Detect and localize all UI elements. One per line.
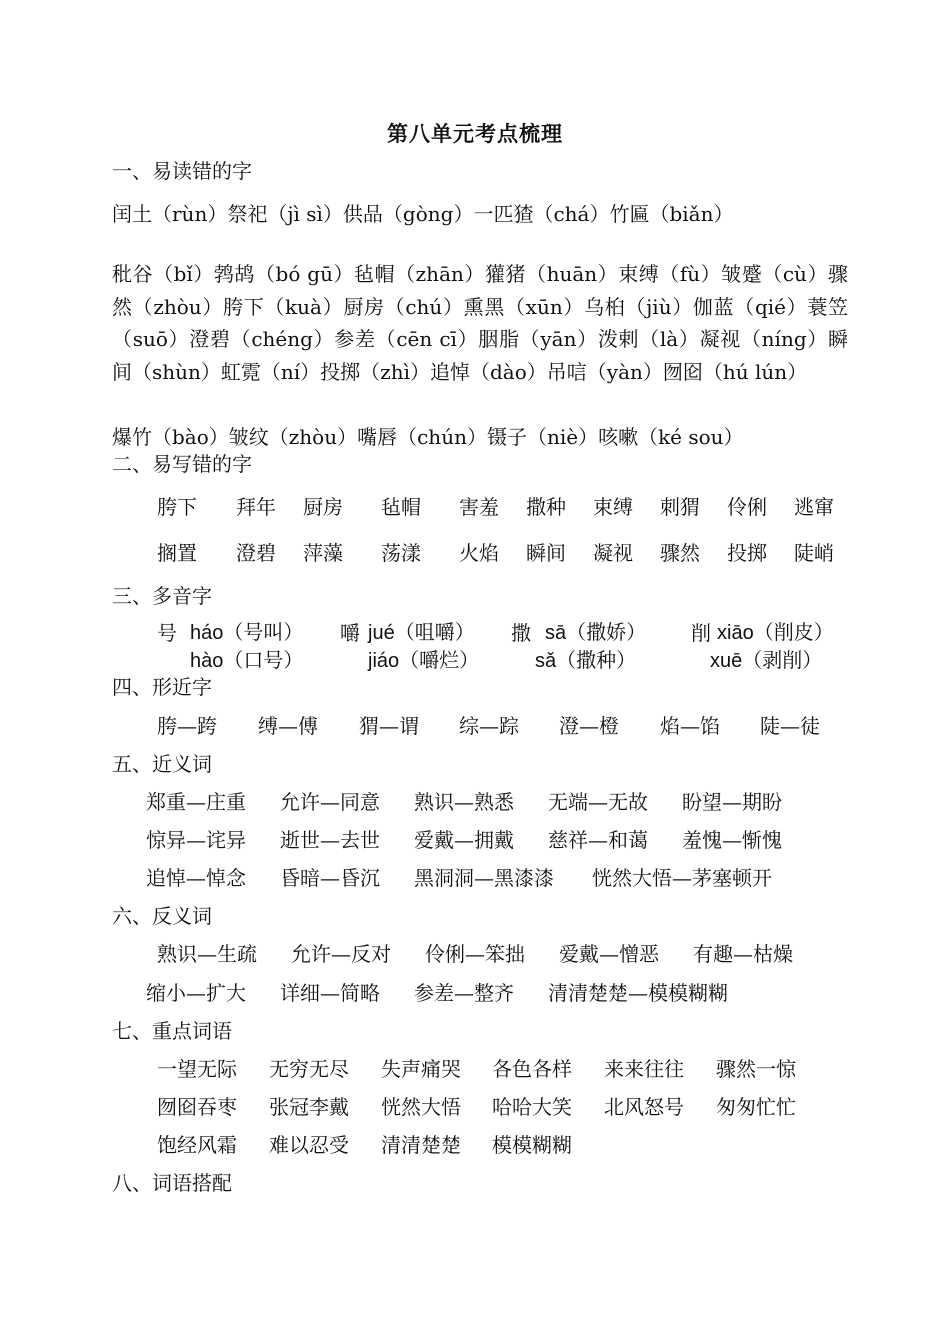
word-item: 火焰 <box>459 541 499 565</box>
word-item: 伶俐 <box>727 495 767 519</box>
word-pair: 昏暗—昏沉 <box>280 866 380 890</box>
polyphone-reading: hào（口号） <box>190 650 304 672</box>
word-item: 骤然 <box>660 541 700 565</box>
word-pair: 慈祥—和蔼 <box>548 828 648 852</box>
idiom-item: 失声痛哭 <box>381 1057 461 1081</box>
word-pair: 恍然大悟—茅塞顿开 <box>592 866 772 890</box>
word-item: 荡漾 <box>381 541 421 565</box>
word-pair: 伶俐—笨拙 <box>425 942 525 966</box>
idiom-item: 各色各样 <box>492 1057 572 1081</box>
idiom-item: 清清楚楚 <box>381 1133 461 1157</box>
word-pair: 缚—傅 <box>258 714 318 738</box>
polyphone-reading: háo（号叫） <box>190 622 304 644</box>
section-1-paragraph-2: 秕谷（bǐ）鹁鸪（bó gū）毡帽（zhān）獾猪（huān）束缚（fù）皱蹙（cù）骤然（zhòu）胯下（kuà）厨房（chú）熏黑（xūn）乌桕（jiù）伽蓝（qié）蓑笠（suō）澄碧（chéng）参差（cēn cī）胭脂（yān）泼剌（là）凝视（níng）瞬间（shùn）虹霓（ní）投掷（zhì）追悼（dào）吊唁（yàn）囫囵（hú lún） <box>112 262 848 384</box>
word-pair: 详细—简略 <box>280 981 380 1005</box>
idiom-item: 哈哈大笑 <box>492 1095 572 1119</box>
idiom-item: 饱经风霜 <box>157 1133 237 1157</box>
word-pair: 参差—整齐 <box>414 981 514 1005</box>
idiom-item: 囫囵吞枣 <box>157 1095 237 1119</box>
word-pair: 爱戴—憎恶 <box>559 942 659 966</box>
word-pair: 无端—无故 <box>548 790 648 814</box>
word-item: 澄碧 <box>236 541 276 565</box>
idiom-item: 无穷无尽 <box>269 1057 349 1081</box>
word-pair: 缩小—扩大 <box>146 981 246 1005</box>
page-title: 第八单元考点梳理 <box>387 121 563 146</box>
idiom-item: 匆匆忙忙 <box>716 1095 796 1119</box>
idiom-item: 恍然大悟 <box>381 1095 461 1119</box>
word-pair: 允许—同意 <box>280 790 380 814</box>
word-item: 害羞 <box>459 495 499 519</box>
word-item: 厨房 <box>303 495 343 519</box>
word-pair: 黑洞洞—黑漆漆 <box>414 866 554 890</box>
word-pair: 逝世—去世 <box>280 828 380 852</box>
word-item: 投掷 <box>727 541 767 565</box>
polyphone-reading: sā（撒娇） <box>545 622 647 644</box>
section-1-paragraph-3: 爆竹（bào）皱纹（zhòu）嘴唇（chún）镊子（niè）咳嗽（ké sou） <box>112 425 744 449</box>
word-pair: 胯—跨 <box>157 714 217 738</box>
word-item: 撒种 <box>526 495 566 519</box>
word-item: 拜年 <box>236 495 276 519</box>
word-pair: 郑重—庄重 <box>146 790 246 814</box>
section-heading-2: 二、易写错的字 <box>112 452 252 476</box>
idiom-item: 模模糊糊 <box>492 1133 572 1157</box>
word-item: 毡帽 <box>381 495 421 519</box>
section-heading-5: 五、近义词 <box>112 752 212 776</box>
word-item: 束缚 <box>593 495 633 519</box>
word-pair: 熟识—熟悉 <box>414 790 514 814</box>
section-1-paragraph-1: 闰土（rùn）祭祀（jì sì）供品（gòng）一匹猹（chá）竹匾（biǎn） <box>112 202 734 226</box>
polyphone-char: 撒 <box>511 621 531 645</box>
section-heading-7: 七、重点词语 <box>112 1019 232 1043</box>
word-pair: 清清楚楚—模模糊糊 <box>548 981 728 1005</box>
word-item: 陡峭 <box>794 541 834 565</box>
polyphone-char: 号 <box>157 621 177 645</box>
word-pair: 盼望—期盼 <box>682 790 782 814</box>
word-pair: 熟识—生疏 <box>157 942 257 966</box>
word-pair: 惊异—诧异 <box>146 828 246 852</box>
section-heading-3: 三、多音字 <box>112 584 212 608</box>
word-item: 胯下 <box>157 495 197 519</box>
word-item: 瞬间 <box>526 541 566 565</box>
word-pair: 陡—徒 <box>760 714 820 738</box>
polyphone-char: 嚼 <box>340 621 360 645</box>
section-heading-1: 一、易读错的字 <box>112 159 252 183</box>
idiom-item: 来来往往 <box>604 1057 684 1081</box>
word-item: 刺猬 <box>660 495 700 519</box>
word-pair: 有趣—枯燥 <box>693 942 793 966</box>
polyphone-reading: sǎ（撒种） <box>535 650 637 672</box>
word-pair: 焰—馅 <box>660 714 720 738</box>
word-item: 逃窜 <box>794 495 834 519</box>
word-pair: 澄—橙 <box>559 714 619 738</box>
polyphone-reading: jué（咀嚼） <box>368 622 475 644</box>
polyphone-reading: xiāo（削皮） <box>717 622 834 644</box>
idiom-item: 一望无际 <box>157 1057 237 1081</box>
word-pair: 允许—反对 <box>291 942 391 966</box>
idiom-item: 骤然一惊 <box>716 1057 796 1081</box>
word-pair: 综—踪 <box>459 714 519 738</box>
idiom-item: 张冠李戴 <box>269 1095 349 1119</box>
word-pair: 猬—谓 <box>359 714 419 738</box>
polyphone-reading: jiáo（嚼烂） <box>368 650 480 672</box>
word-item: 凝视 <box>593 541 633 565</box>
section-heading-4: 四、形近字 <box>112 675 212 699</box>
idiom-item: 北风怒号 <box>604 1095 684 1119</box>
polyphone-char: 削 <box>691 621 711 645</box>
section-heading-8: 八、词语搭配 <box>112 1171 232 1195</box>
word-pair: 爱戴—拥戴 <box>414 828 514 852</box>
word-pair: 追悼—悼念 <box>146 866 246 890</box>
idiom-item: 难以忍受 <box>269 1133 349 1157</box>
polyphone-reading: xuē（剥削） <box>710 650 823 672</box>
section-heading-6: 六、反义词 <box>112 904 212 928</box>
word-item: 萍藻 <box>303 541 343 565</box>
word-item: 搁置 <box>157 541 197 565</box>
word-pair: 羞愧—惭愧 <box>682 828 782 852</box>
